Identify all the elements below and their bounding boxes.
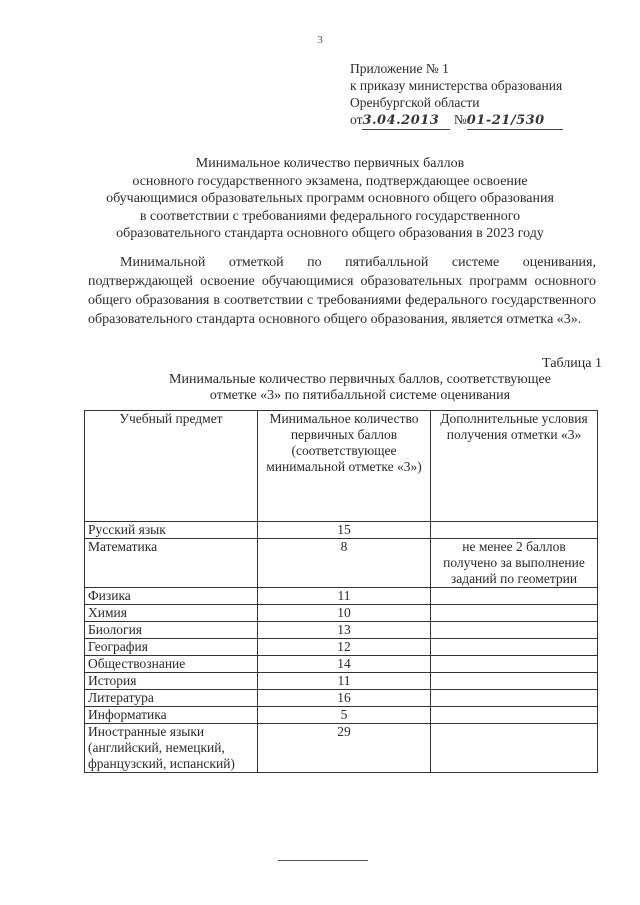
table-row bbox=[85, 522, 598, 539]
score-cell: 10 bbox=[258, 605, 431, 622]
condition-cell: не менее 2 баллов получено за выполнение заданий по геометрии bbox=[431, 539, 598, 588]
subject-cell: Информатика bbox=[85, 707, 258, 724]
appendix-date-line bbox=[350, 111, 630, 130]
condition-cell bbox=[431, 622, 598, 639]
condition-cell bbox=[431, 522, 598, 539]
table-row bbox=[85, 622, 598, 639]
condition-cell bbox=[431, 588, 598, 605]
score-cell: 14 bbox=[258, 656, 431, 673]
heading-line: образовательного стандарта основного общего образования в 2023 году bbox=[116, 226, 544, 241]
table-caption bbox=[140, 372, 580, 404]
score-cell: 11 bbox=[258, 588, 431, 605]
handwritten-date: 3.04.2013 bbox=[362, 112, 450, 130]
condition-cell bbox=[431, 639, 598, 656]
appendix-block bbox=[350, 60, 630, 130]
score-cell: 12 bbox=[258, 639, 431, 656]
subject-cell: Русский язык bbox=[85, 522, 258, 539]
score-cell: 15 bbox=[258, 522, 431, 539]
score-cell: 5 bbox=[258, 707, 431, 724]
body-paragraph: Минимальной отметкой по пятибалльной системе оценивания, подтверждающей освоение обучающимися образовательных программ основного общего образования в соответствии с требованиями федерального государственного образовательного стандарта основного общего образования, является отметка «3». bbox=[88, 255, 596, 327]
table-row bbox=[85, 656, 598, 673]
condition-cell bbox=[431, 724, 598, 773]
footer-divider bbox=[278, 860, 368, 861]
condition-cell bbox=[431, 656, 598, 673]
subject-cell: История bbox=[85, 673, 258, 690]
heading-line: Минимальное количество первичных баллов bbox=[195, 156, 465, 171]
header-subject: Учебный предмет bbox=[85, 411, 258, 522]
caption-line: Минимальные количество первичных баллов, соответствующее bbox=[169, 372, 551, 387]
handwritten-number: 01-21/530 bbox=[467, 112, 563, 130]
subject-cell: Химия bbox=[85, 605, 258, 622]
subject-cell: Математика bbox=[85, 539, 258, 588]
subject-cell: Физика bbox=[85, 588, 258, 605]
page-number: 3 bbox=[317, 34, 323, 46]
table-label: Таблица 1 bbox=[542, 356, 602, 371]
table-row bbox=[85, 690, 598, 707]
heading-line: в соответствии с требованиями федерального государственного bbox=[139, 208, 521, 224]
table-row bbox=[85, 605, 598, 622]
header-conditions: Дополнительные условия получения отметки «3» bbox=[431, 411, 598, 522]
score-cell: 13 bbox=[258, 622, 431, 639]
subject-cell: Иностранные языки (английский, немецкий, французский, испанский) bbox=[85, 724, 258, 773]
table-row bbox=[85, 707, 598, 724]
table-row bbox=[85, 673, 598, 690]
appendix-line-2: к приказу министерства образования bbox=[350, 78, 563, 93]
caption-line: отметке «3» по пятибалльной системе оценивания bbox=[209, 388, 511, 403]
heading-line: основного государственного экзамена, подтверждающее освоение bbox=[132, 173, 528, 189]
subject-cell: География bbox=[85, 639, 258, 656]
appendix-line-3: Оренбургской области bbox=[350, 95, 480, 110]
condition-cell bbox=[431, 673, 598, 690]
score-table bbox=[84, 410, 598, 773]
subject-cell: Литература bbox=[85, 690, 258, 707]
score-cell: 8 bbox=[258, 539, 431, 588]
date-prefix: от bbox=[350, 112, 363, 127]
score-cell: 29 bbox=[258, 724, 431, 773]
number-prefix: № bbox=[453, 112, 467, 127]
subject-cell: Биология bbox=[85, 622, 258, 639]
table-row bbox=[85, 588, 598, 605]
score-cell: 16 bbox=[258, 690, 431, 707]
header-min-score: Минимальное количество первичных баллов (соответствующее минимальной отметке «3») bbox=[258, 411, 431, 522]
condition-cell bbox=[431, 690, 598, 707]
subject-cell: Обществознание bbox=[85, 656, 258, 673]
table-row bbox=[85, 639, 598, 656]
heading-line: обучающимися образовательных программ основного общего образования bbox=[106, 191, 554, 206]
appendix-line-1: Приложение № 1 bbox=[350, 61, 449, 76]
condition-cell bbox=[431, 605, 598, 622]
document-heading bbox=[60, 155, 600, 243]
table-header-row bbox=[85, 411, 598, 522]
table-row bbox=[85, 724, 598, 773]
condition-cell bbox=[431, 707, 598, 724]
table-row bbox=[85, 539, 598, 588]
score-cell: 11 bbox=[258, 673, 431, 690]
